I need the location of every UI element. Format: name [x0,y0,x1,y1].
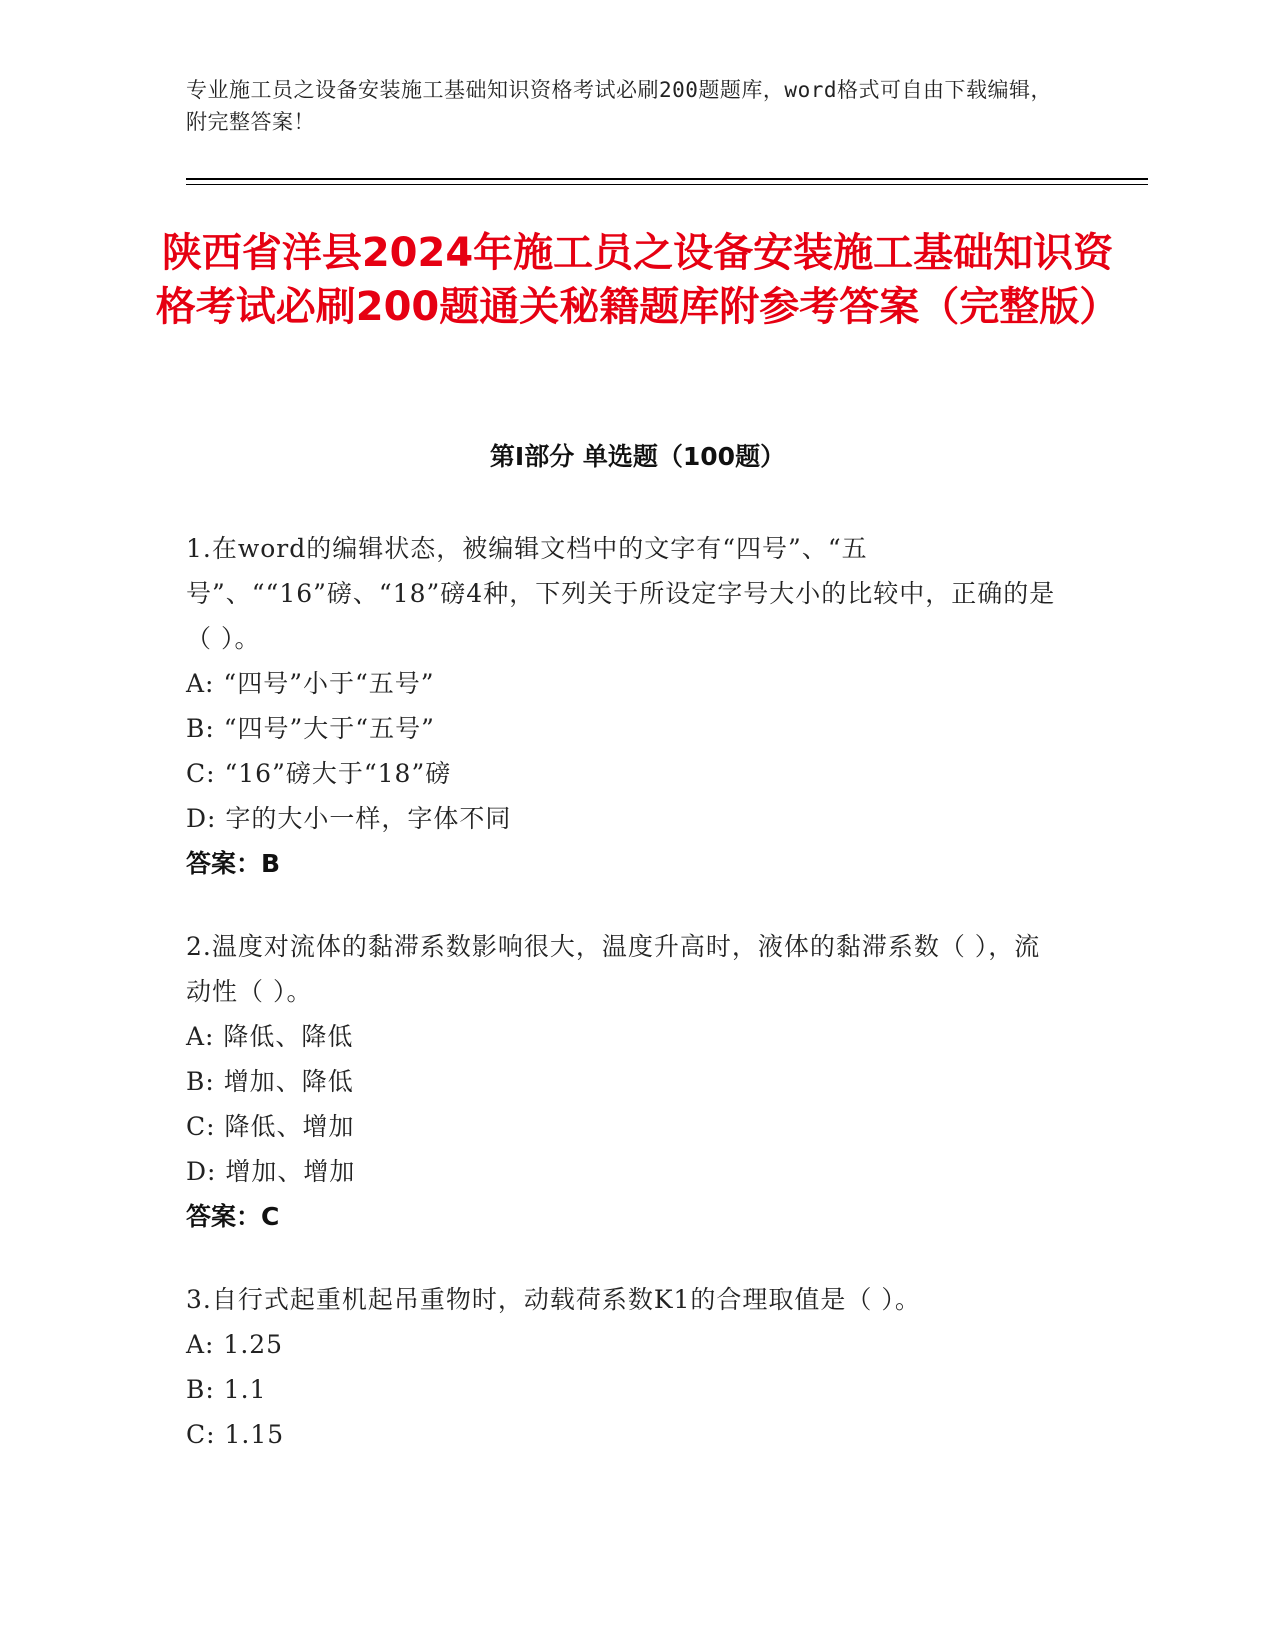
option-c: C: 降低、增加 [186,1112,355,1141]
option-c: C: 1.15 [186,1420,285,1449]
header-rule-thin [186,184,1148,185]
question-stem: 1.在word的编辑状态，被编辑文档中的文字有“四号”、“五号”、““16”磅、“18”磅4种，下列关于所设定字号大小的比较中，正确的是（ ）。 [186,534,1056,653]
option-b: B: 增加、降低 [186,1067,354,1096]
header-note: 专业施工员之设备安装施工基础知识资格考试必刷200题题库，word格式可自由下载编辑，附完整答案！ [186,78,1052,134]
section-title: 第Ⅰ部分 单选题（100题） [489,442,786,471]
answer-label: 答案：B [186,849,281,878]
option-c: C: “16”磅大于“18”磅 [186,759,452,788]
question-stem: 3.自行式起重机起吊重物时，动载荷系数K1的合理取值是（ ）。 [186,1285,921,1314]
answer-label: 答案：C [186,1202,280,1231]
option-b: B: “四号”大于“五号” [186,714,435,743]
option-b: B: 1.1 [186,1375,267,1404]
option-a: A: “四号”小于“五号” [186,669,435,698]
option-d: D: 增加、增加 [186,1157,356,1186]
header-rule-thick [186,178,1148,180]
question-2 [186,924,1066,1239]
option-d: D: 字的大小一样，字体不同 [186,804,512,833]
question-list [186,526,1066,1495]
question-3 [186,1277,1066,1457]
question-stem: 2.温度对流体的黏滞系数影响很大，温度升高时，液体的黏滞系数（ ），流动性（ ）。 [186,932,1041,1006]
document-title: 陕西省洋县2024年施工员之设备安装施工基础知识资格考试必刷200题通关秘籍题库附参考答案（完整版） [155,230,1120,330]
question-1 [186,526,1066,886]
option-a: A: 1.25 [186,1330,284,1359]
option-a: A: 降低、降低 [186,1022,354,1051]
